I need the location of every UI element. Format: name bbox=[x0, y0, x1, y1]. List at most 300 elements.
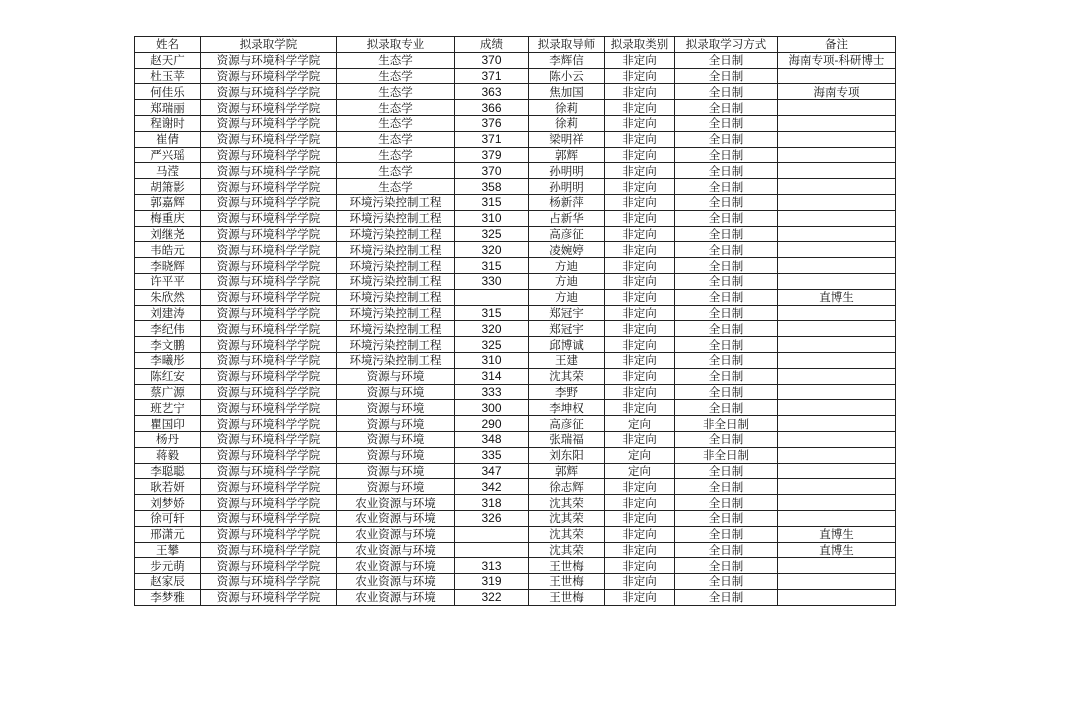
advisor-cell: 徐莉 bbox=[529, 115, 605, 131]
study-mode-cell: 全日制 bbox=[675, 479, 778, 495]
study-mode-cell: 全日制 bbox=[675, 574, 778, 590]
table-row bbox=[135, 431, 896, 447]
study-mode-cell: 非全日制 bbox=[675, 416, 778, 432]
advisor-cell: 方迪 bbox=[529, 258, 605, 274]
advisor-cell: 王世梅 bbox=[529, 574, 605, 590]
advisor-cell: 孙明明 bbox=[529, 179, 605, 195]
category-cell: 非定向 bbox=[605, 589, 675, 605]
advisor-cell: 徐莉 bbox=[529, 100, 605, 116]
table-row bbox=[135, 289, 896, 305]
college-cell: 资源与环境科学学院 bbox=[201, 305, 337, 321]
score-cell: 371 bbox=[455, 131, 529, 147]
category-cell: 非定向 bbox=[605, 479, 675, 495]
score-cell: 371 bbox=[455, 68, 529, 84]
remarks-cell bbox=[778, 115, 896, 131]
college-cell: 资源与环境科学学院 bbox=[201, 258, 337, 274]
study-mode-cell: 全日制 bbox=[675, 115, 778, 131]
study-mode-cell: 全日制 bbox=[675, 131, 778, 147]
major-cell: 环境污染控制工程 bbox=[337, 258, 455, 274]
college-cell: 资源与环境科学学院 bbox=[201, 416, 337, 432]
table-row bbox=[135, 400, 896, 416]
category-cell: 非定向 bbox=[605, 163, 675, 179]
table-row bbox=[135, 194, 896, 210]
remarks-cell: 直博生 bbox=[778, 526, 896, 542]
name-cell: 李晓辉 bbox=[135, 258, 201, 274]
score-cell: 333 bbox=[455, 384, 529, 400]
score-cell: 348 bbox=[455, 431, 529, 447]
study-mode-cell: 全日制 bbox=[675, 210, 778, 226]
advisor-cell: 张瑞福 bbox=[529, 431, 605, 447]
remarks-cell bbox=[778, 368, 896, 384]
table-row bbox=[135, 589, 896, 605]
study-mode-cell: 全日制 bbox=[675, 147, 778, 163]
name-cell: 赵家辰 bbox=[135, 574, 201, 590]
table-row bbox=[135, 495, 896, 511]
table-body bbox=[135, 52, 896, 605]
table-row bbox=[135, 273, 896, 289]
study-mode-cell: 全日制 bbox=[675, 194, 778, 210]
major-cell: 资源与环境 bbox=[337, 479, 455, 495]
table-row bbox=[135, 179, 896, 195]
score-cell: 330 bbox=[455, 273, 529, 289]
major-cell: 农业资源与环境 bbox=[337, 526, 455, 542]
remarks-cell bbox=[778, 179, 896, 195]
study-mode-cell: 全日制 bbox=[675, 242, 778, 258]
name-cell: 李聪聪 bbox=[135, 463, 201, 479]
name-cell: 李文鹏 bbox=[135, 337, 201, 353]
major-cell: 环境污染控制工程 bbox=[337, 226, 455, 242]
name-cell: 瞿国印 bbox=[135, 416, 201, 432]
study-mode-cell: 全日制 bbox=[675, 495, 778, 511]
advisor-cell: 徐志辉 bbox=[529, 479, 605, 495]
category-cell: 非定向 bbox=[605, 574, 675, 590]
category-cell: 非定向 bbox=[605, 384, 675, 400]
college-cell: 资源与环境科学学院 bbox=[201, 179, 337, 195]
table-row bbox=[135, 100, 896, 116]
college-cell: 资源与环境科学学院 bbox=[201, 431, 337, 447]
table-row bbox=[135, 526, 896, 542]
table-row bbox=[135, 542, 896, 558]
category-cell: 定向 bbox=[605, 463, 675, 479]
name-cell: 徐可轩 bbox=[135, 510, 201, 526]
advisor-cell: 李坤权 bbox=[529, 400, 605, 416]
study-mode-cell: 全日制 bbox=[675, 52, 778, 68]
major-cell: 生态学 bbox=[337, 147, 455, 163]
major-cell: 生态学 bbox=[337, 68, 455, 84]
major-cell: 农业资源与环境 bbox=[337, 589, 455, 605]
score-cell: 370 bbox=[455, 163, 529, 179]
college-cell: 资源与环境科学学院 bbox=[201, 210, 337, 226]
study-mode-cell: 全日制 bbox=[675, 179, 778, 195]
score-cell: 342 bbox=[455, 479, 529, 495]
table-row bbox=[135, 84, 896, 100]
name-cell: 王攀 bbox=[135, 542, 201, 558]
header-advisor: 拟录取导师 bbox=[529, 37, 605, 53]
score-cell: 379 bbox=[455, 147, 529, 163]
name-cell: 韦皓元 bbox=[135, 242, 201, 258]
college-cell: 资源与环境科学学院 bbox=[201, 368, 337, 384]
advisor-cell: 王建 bbox=[529, 352, 605, 368]
score-cell: 347 bbox=[455, 463, 529, 479]
remarks-cell: 海南专项-科研博士 bbox=[778, 52, 896, 68]
score-cell: 320 bbox=[455, 321, 529, 337]
study-mode-cell: 全日制 bbox=[675, 431, 778, 447]
name-cell: 严兴瑶 bbox=[135, 147, 201, 163]
study-mode-cell: 全日制 bbox=[675, 542, 778, 558]
category-cell: 非定向 bbox=[605, 510, 675, 526]
college-cell: 资源与环境科学学院 bbox=[201, 131, 337, 147]
name-cell: 李纪伟 bbox=[135, 321, 201, 337]
category-cell: 定向 bbox=[605, 416, 675, 432]
table-row bbox=[135, 226, 896, 242]
name-cell: 蔡广源 bbox=[135, 384, 201, 400]
college-cell: 资源与环境科学学院 bbox=[201, 510, 337, 526]
study-mode-cell: 全日制 bbox=[675, 258, 778, 274]
study-mode-cell: 全日制 bbox=[675, 337, 778, 353]
category-cell: 非定向 bbox=[605, 352, 675, 368]
advisor-cell: 沈其荣 bbox=[529, 368, 605, 384]
name-cell: 步元萌 bbox=[135, 558, 201, 574]
college-cell: 资源与环境科学学院 bbox=[201, 321, 337, 337]
college-cell: 资源与环境科学学院 bbox=[201, 163, 337, 179]
study-mode-cell: 全日制 bbox=[675, 163, 778, 179]
remarks-cell bbox=[778, 384, 896, 400]
category-cell: 非定向 bbox=[605, 179, 675, 195]
admission-table bbox=[134, 36, 896, 606]
major-cell: 资源与环境 bbox=[337, 463, 455, 479]
category-cell: 非定向 bbox=[605, 258, 675, 274]
study-mode-cell: 全日制 bbox=[675, 352, 778, 368]
name-cell: 刘建涛 bbox=[135, 305, 201, 321]
remarks-cell bbox=[778, 463, 896, 479]
advisor-cell: 刘东阳 bbox=[529, 447, 605, 463]
name-cell: 李梦雅 bbox=[135, 589, 201, 605]
study-mode-cell: 全日制 bbox=[675, 510, 778, 526]
advisor-cell: 孙明明 bbox=[529, 163, 605, 179]
name-cell: 何佳乐 bbox=[135, 84, 201, 100]
remarks-cell bbox=[778, 589, 896, 605]
advisor-cell: 陈小云 bbox=[529, 68, 605, 84]
advisor-cell: 沈其荣 bbox=[529, 542, 605, 558]
remarks-cell bbox=[778, 273, 896, 289]
advisor-cell: 高彦征 bbox=[529, 416, 605, 432]
score-cell: 300 bbox=[455, 400, 529, 416]
score-cell: 376 bbox=[455, 115, 529, 131]
remarks-cell bbox=[778, 447, 896, 463]
college-cell: 资源与环境科学学院 bbox=[201, 194, 337, 210]
major-cell: 环境污染控制工程 bbox=[337, 273, 455, 289]
name-cell: 郭嘉辉 bbox=[135, 194, 201, 210]
score-cell: 366 bbox=[455, 100, 529, 116]
remarks-cell bbox=[778, 337, 896, 353]
major-cell: 环境污染控制工程 bbox=[337, 321, 455, 337]
category-cell: 非定向 bbox=[605, 273, 675, 289]
advisor-cell: 焦加国 bbox=[529, 84, 605, 100]
remarks-cell bbox=[778, 147, 896, 163]
name-cell: 陈红安 bbox=[135, 368, 201, 384]
score-cell: 310 bbox=[455, 352, 529, 368]
advisor-cell: 郭辉 bbox=[529, 147, 605, 163]
score-cell bbox=[455, 526, 529, 542]
name-cell: 郑瑞丽 bbox=[135, 100, 201, 116]
name-cell: 程谢时 bbox=[135, 115, 201, 131]
college-cell: 资源与环境科学学院 bbox=[201, 84, 337, 100]
advisor-cell: 王世梅 bbox=[529, 558, 605, 574]
college-cell: 资源与环境科学学院 bbox=[201, 242, 337, 258]
table-row bbox=[135, 163, 896, 179]
study-mode-cell: 全日制 bbox=[675, 289, 778, 305]
name-cell: 李曦彤 bbox=[135, 352, 201, 368]
major-cell: 环境污染控制工程 bbox=[337, 289, 455, 305]
score-cell: 315 bbox=[455, 194, 529, 210]
score-cell: 290 bbox=[455, 416, 529, 432]
table-row bbox=[135, 337, 896, 353]
header-name: 姓名 bbox=[135, 37, 201, 53]
name-cell: 崔倩 bbox=[135, 131, 201, 147]
remarks-cell bbox=[778, 321, 896, 337]
study-mode-cell: 全日制 bbox=[675, 558, 778, 574]
advisor-cell: 沈其荣 bbox=[529, 495, 605, 511]
college-cell: 资源与环境科学学院 bbox=[201, 400, 337, 416]
score-cell: 335 bbox=[455, 447, 529, 463]
advisor-cell: 王世梅 bbox=[529, 589, 605, 605]
study-mode-cell: 全日制 bbox=[675, 273, 778, 289]
major-cell: 资源与环境 bbox=[337, 400, 455, 416]
header-major: 拟录取专业 bbox=[337, 37, 455, 53]
category-cell: 非定向 bbox=[605, 495, 675, 511]
major-cell: 资源与环境 bbox=[337, 416, 455, 432]
name-cell: 杨丹 bbox=[135, 431, 201, 447]
college-cell: 资源与环境科学学院 bbox=[201, 495, 337, 511]
advisor-cell: 沈其荣 bbox=[529, 510, 605, 526]
college-cell: 资源与环境科学学院 bbox=[201, 447, 337, 463]
category-cell: 非定向 bbox=[605, 210, 675, 226]
score-cell: 319 bbox=[455, 574, 529, 590]
study-mode-cell: 全日制 bbox=[675, 84, 778, 100]
name-cell: 邢潇元 bbox=[135, 526, 201, 542]
remarks-cell bbox=[778, 416, 896, 432]
advisor-cell: 凌婉婷 bbox=[529, 242, 605, 258]
score-cell bbox=[455, 289, 529, 305]
advisor-cell: 方迪 bbox=[529, 273, 605, 289]
study-mode-cell: 全日制 bbox=[675, 368, 778, 384]
table-row bbox=[135, 416, 896, 432]
name-cell: 赵天广 bbox=[135, 52, 201, 68]
advisor-cell: 郑冠宇 bbox=[529, 305, 605, 321]
remarks-cell bbox=[778, 242, 896, 258]
remarks-cell bbox=[778, 131, 896, 147]
college-cell: 资源与环境科学学院 bbox=[201, 574, 337, 590]
header-college: 拟录取学院 bbox=[201, 37, 337, 53]
study-mode-cell: 全日制 bbox=[675, 226, 778, 242]
category-cell: 非定向 bbox=[605, 242, 675, 258]
advisor-cell: 李辉信 bbox=[529, 52, 605, 68]
major-cell: 资源与环境 bbox=[337, 447, 455, 463]
table-row bbox=[135, 258, 896, 274]
table-row bbox=[135, 463, 896, 479]
major-cell: 环境污染控制工程 bbox=[337, 305, 455, 321]
college-cell: 资源与环境科学学院 bbox=[201, 463, 337, 479]
table-row bbox=[135, 447, 896, 463]
category-cell: 非定向 bbox=[605, 147, 675, 163]
remarks-cell bbox=[778, 479, 896, 495]
remarks-cell bbox=[778, 194, 896, 210]
table-row bbox=[135, 321, 896, 337]
remarks-cell bbox=[778, 258, 896, 274]
header-score: 成绩 bbox=[455, 37, 529, 53]
category-cell: 非定向 bbox=[605, 194, 675, 210]
table-row bbox=[135, 352, 896, 368]
table-row bbox=[135, 242, 896, 258]
remarks-cell bbox=[778, 210, 896, 226]
table-row bbox=[135, 68, 896, 84]
study-mode-cell: 全日制 bbox=[675, 321, 778, 337]
score-cell: 314 bbox=[455, 368, 529, 384]
category-cell: 非定向 bbox=[605, 337, 675, 353]
college-cell: 资源与环境科学学院 bbox=[201, 115, 337, 131]
study-mode-cell: 全日制 bbox=[675, 589, 778, 605]
advisor-cell: 李野 bbox=[529, 384, 605, 400]
advisor-cell: 高彦征 bbox=[529, 226, 605, 242]
remarks-cell bbox=[778, 510, 896, 526]
score-cell: 325 bbox=[455, 226, 529, 242]
college-cell: 资源与环境科学学院 bbox=[201, 273, 337, 289]
category-cell: 非定向 bbox=[605, 68, 675, 84]
college-cell: 资源与环境科学学院 bbox=[201, 147, 337, 163]
score-cell bbox=[455, 542, 529, 558]
major-cell: 农业资源与环境 bbox=[337, 495, 455, 511]
name-cell: 许平平 bbox=[135, 273, 201, 289]
remarks-cell bbox=[778, 558, 896, 574]
college-cell: 资源与环境科学学院 bbox=[201, 384, 337, 400]
category-cell: 非定向 bbox=[605, 289, 675, 305]
study-mode-cell: 全日制 bbox=[675, 305, 778, 321]
table-row bbox=[135, 52, 896, 68]
header-remarks: 备注 bbox=[778, 37, 896, 53]
major-cell: 农业资源与环境 bbox=[337, 574, 455, 590]
college-cell: 资源与环境科学学院 bbox=[201, 100, 337, 116]
name-cell: 胡箫影 bbox=[135, 179, 201, 195]
remarks-cell bbox=[778, 495, 896, 511]
table-row bbox=[135, 384, 896, 400]
advisor-cell: 杨新萍 bbox=[529, 194, 605, 210]
major-cell: 生态学 bbox=[337, 100, 455, 116]
study-mode-cell: 非全日制 bbox=[675, 447, 778, 463]
category-cell: 非定向 bbox=[605, 131, 675, 147]
major-cell: 环境污染控制工程 bbox=[337, 210, 455, 226]
major-cell: 生态学 bbox=[337, 115, 455, 131]
college-cell: 资源与环境科学学院 bbox=[201, 479, 337, 495]
remarks-cell bbox=[778, 68, 896, 84]
category-cell: 非定向 bbox=[605, 305, 675, 321]
table-row bbox=[135, 558, 896, 574]
category-cell: 非定向 bbox=[605, 52, 675, 68]
major-cell: 农业资源与环境 bbox=[337, 542, 455, 558]
college-cell: 资源与环境科学学院 bbox=[201, 352, 337, 368]
advisor-cell: 占新华 bbox=[529, 210, 605, 226]
name-cell: 刘继尧 bbox=[135, 226, 201, 242]
name-cell: 梅重庆 bbox=[135, 210, 201, 226]
table-row bbox=[135, 131, 896, 147]
name-cell: 蒋毅 bbox=[135, 447, 201, 463]
header-study-mode: 拟录取学习方式 bbox=[675, 37, 778, 53]
remarks-cell bbox=[778, 400, 896, 416]
table-row bbox=[135, 115, 896, 131]
study-mode-cell: 全日制 bbox=[675, 100, 778, 116]
major-cell: 环境污染控制工程 bbox=[337, 337, 455, 353]
major-cell: 资源与环境 bbox=[337, 368, 455, 384]
score-cell: 315 bbox=[455, 305, 529, 321]
advisor-cell: 郭辉 bbox=[529, 463, 605, 479]
college-cell: 资源与环境科学学院 bbox=[201, 289, 337, 305]
category-cell: 非定向 bbox=[605, 431, 675, 447]
remarks-cell bbox=[778, 305, 896, 321]
header-category: 拟录取类别 bbox=[605, 37, 675, 53]
table-row bbox=[135, 510, 896, 526]
major-cell: 生态学 bbox=[337, 84, 455, 100]
college-cell: 资源与环境科学学院 bbox=[201, 52, 337, 68]
advisor-cell: 郑冠宇 bbox=[529, 321, 605, 337]
major-cell: 资源与环境 bbox=[337, 384, 455, 400]
name-cell: 班艺宁 bbox=[135, 400, 201, 416]
table-row bbox=[135, 479, 896, 495]
advisor-cell: 沈其荣 bbox=[529, 526, 605, 542]
category-cell: 非定向 bbox=[605, 558, 675, 574]
study-mode-cell: 全日制 bbox=[675, 463, 778, 479]
category-cell: 非定向 bbox=[605, 542, 675, 558]
advisor-cell: 方迪 bbox=[529, 289, 605, 305]
category-cell: 非定向 bbox=[605, 321, 675, 337]
category-cell: 非定向 bbox=[605, 226, 675, 242]
score-cell: 325 bbox=[455, 337, 529, 353]
remarks-cell bbox=[778, 226, 896, 242]
category-cell: 非定向 bbox=[605, 100, 675, 116]
category-cell: 定向 bbox=[605, 447, 675, 463]
college-cell: 资源与环境科学学院 bbox=[201, 68, 337, 84]
score-cell: 313 bbox=[455, 558, 529, 574]
name-cell: 马滢 bbox=[135, 163, 201, 179]
score-cell: 326 bbox=[455, 510, 529, 526]
score-cell: 358 bbox=[455, 179, 529, 195]
table-row bbox=[135, 368, 896, 384]
remarks-cell bbox=[778, 163, 896, 179]
college-cell: 资源与环境科学学院 bbox=[201, 526, 337, 542]
table-row bbox=[135, 305, 896, 321]
score-cell: 363 bbox=[455, 84, 529, 100]
category-cell: 非定向 bbox=[605, 368, 675, 384]
major-cell: 资源与环境 bbox=[337, 431, 455, 447]
major-cell: 生态学 bbox=[337, 52, 455, 68]
name-cell: 朱欣然 bbox=[135, 289, 201, 305]
score-cell: 310 bbox=[455, 210, 529, 226]
major-cell: 生态学 bbox=[337, 131, 455, 147]
major-cell: 生态学 bbox=[337, 179, 455, 195]
advisor-cell: 梁明祥 bbox=[529, 131, 605, 147]
category-cell: 非定向 bbox=[605, 115, 675, 131]
major-cell: 环境污染控制工程 bbox=[337, 242, 455, 258]
remarks-cell bbox=[778, 431, 896, 447]
name-cell: 杜玉苹 bbox=[135, 68, 201, 84]
score-cell: 322 bbox=[455, 589, 529, 605]
major-cell: 环境污染控制工程 bbox=[337, 352, 455, 368]
college-cell: 资源与环境科学学院 bbox=[201, 226, 337, 242]
name-cell: 耿若妍 bbox=[135, 479, 201, 495]
category-cell: 非定向 bbox=[605, 400, 675, 416]
remarks-cell: 直博生 bbox=[778, 542, 896, 558]
college-cell: 资源与环境科学学院 bbox=[201, 337, 337, 353]
remarks-cell bbox=[778, 352, 896, 368]
college-cell: 资源与环境科学学院 bbox=[201, 589, 337, 605]
